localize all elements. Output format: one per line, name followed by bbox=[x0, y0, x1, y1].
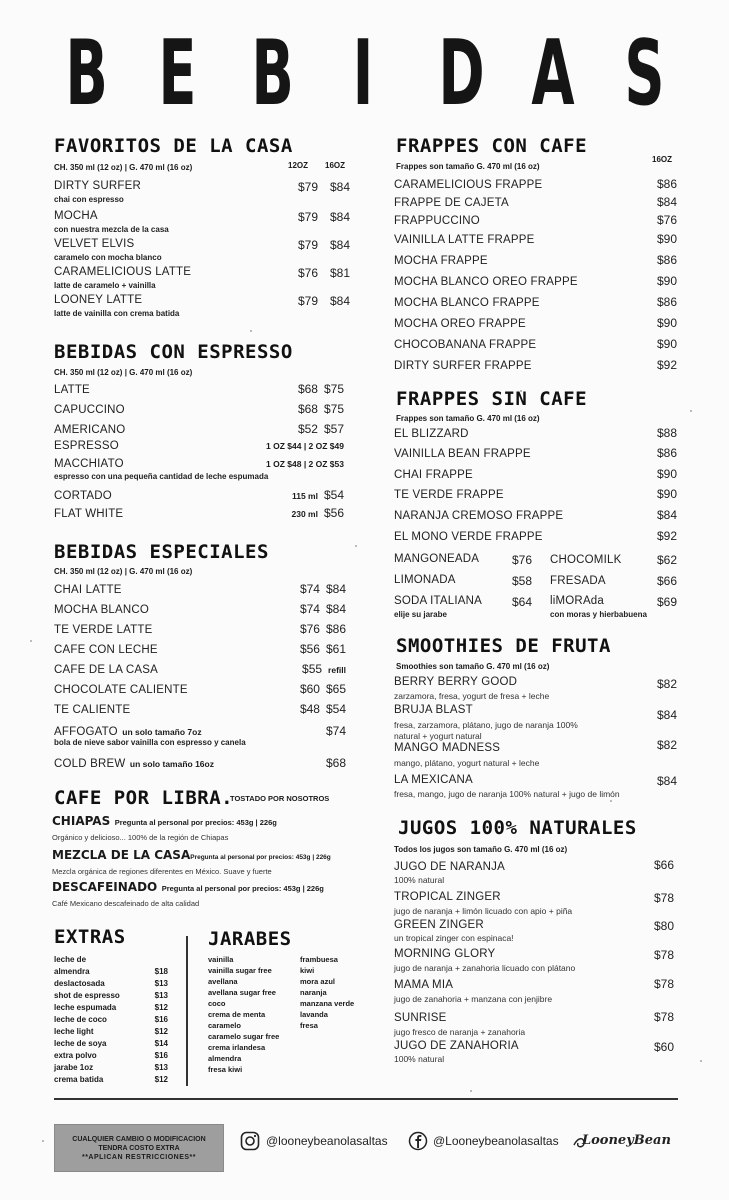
item-name: MACCHIATO bbox=[54, 458, 124, 470]
jarabe-item: almendra bbox=[208, 1054, 242, 1063]
item-name: MOCHA BLANCO OREO FRAPPE bbox=[394, 276, 578, 288]
menu-item bbox=[394, 738, 677, 774]
extra-item: leche de bbox=[54, 955, 87, 964]
jarabes-heading: JARABES bbox=[208, 928, 292, 950]
item-price-12oz: $68 bbox=[297, 382, 318, 396]
item-name: COLD BREW bbox=[54, 758, 126, 770]
item-price: $82 bbox=[656, 738, 677, 752]
menu-item bbox=[394, 177, 677, 195]
item-price-16oz: $81 bbox=[329, 266, 350, 280]
item-price-12oz: $55 bbox=[302, 662, 323, 676]
item-desc: fresa, zarzamora, plátano, jugo de naranja 100% bbox=[394, 720, 578, 730]
menu-item bbox=[54, 178, 350, 208]
notice-box bbox=[54, 1124, 224, 1172]
item-price-16oz: $84 bbox=[329, 294, 350, 308]
item-size: 230 ml bbox=[291, 509, 318, 519]
menu-item bbox=[394, 316, 677, 337]
jarabes-list-2 bbox=[300, 954, 375, 1031]
item-desc: jugo fresco de naranja + zanahoria bbox=[394, 1027, 526, 1037]
item-name: SODA ITALIANA bbox=[394, 595, 483, 607]
frappes-cafe-list bbox=[394, 177, 677, 378]
item-price-16oz: $57 bbox=[323, 422, 344, 436]
espresso-sizes: CH. 350 ml (12 oz) | G. 470 ml (16 oz) bbox=[54, 368, 193, 377]
menu-item bbox=[54, 680, 346, 700]
menu-item bbox=[394, 213, 677, 232]
item-desc: natural + yogurt natural bbox=[394, 731, 482, 741]
item-name: TE VERDE FRAPPE bbox=[394, 489, 504, 501]
menu-item bbox=[54, 700, 346, 720]
menu-item bbox=[394, 1010, 674, 1038]
item-desc: jugo de naranja + limón licuado con apio + piña bbox=[394, 906, 573, 916]
facebook-link[interactable] bbox=[408, 1131, 559, 1151]
extra-item: leche de soya $14 bbox=[54, 1039, 168, 1048]
item-price: $86 bbox=[656, 295, 677, 309]
favoritos-list bbox=[54, 178, 350, 320]
title-letter: D bbox=[438, 20, 485, 126]
jarabe-item: mora azul bbox=[300, 977, 336, 986]
item-name: AFFOGATO bbox=[54, 726, 118, 738]
item-name: MOCHA bbox=[54, 210, 98, 222]
item-name: DESCAFEINADO bbox=[52, 880, 158, 894]
item-price: $78 bbox=[653, 1010, 674, 1024]
menu-item bbox=[394, 676, 677, 704]
item-name: VAINILLA LATTE FRAPPE bbox=[394, 234, 535, 246]
item-price: $69 bbox=[656, 595, 677, 609]
item-price: $84 bbox=[656, 195, 677, 209]
item-price-12oz: $48 bbox=[299, 702, 320, 716]
item-price: $78 bbox=[653, 891, 674, 905]
menu-item bbox=[54, 754, 346, 772]
item-name: CAFE DE LA CASA bbox=[54, 664, 158, 676]
item-name: LA MEXICANA bbox=[394, 774, 473, 786]
item-price-12oz: $74 bbox=[299, 602, 320, 616]
item-price-12oz: $79 bbox=[297, 210, 318, 224]
item-name: CHIAPAS bbox=[52, 814, 111, 828]
item-price-16oz: $84 bbox=[329, 210, 350, 224]
menu-item bbox=[394, 1038, 674, 1066]
item-price-12oz: $79 bbox=[297, 180, 318, 194]
jarabe-item: vainilla bbox=[208, 955, 234, 964]
libra-tag: TOSTADO POR NOSOTROS bbox=[230, 794, 330, 803]
libra-list bbox=[52, 812, 372, 908]
favoritos-heading: FAVORITOS DE LA CASA bbox=[54, 135, 293, 157]
item-price-12oz: $79 bbox=[297, 294, 318, 308]
item-name: MOCHA BLANCO bbox=[54, 604, 150, 616]
item-name: MAMA MIA bbox=[394, 979, 454, 991]
item-price: $88 bbox=[656, 426, 677, 440]
item-price: $78 bbox=[653, 977, 674, 991]
item-price-16oz: $84 bbox=[329, 238, 350, 252]
menu-item bbox=[54, 660, 346, 680]
especiales-list bbox=[54, 580, 346, 772]
menu-item bbox=[394, 889, 674, 917]
item-name: FRAPPE DE CAJETA bbox=[394, 197, 509, 209]
menu-item bbox=[54, 264, 350, 292]
instagram-link[interactable] bbox=[240, 1131, 388, 1151]
menu-item bbox=[394, 858, 674, 889]
jarabe-item: fresa kiwi bbox=[208, 1065, 243, 1074]
item-name: DIRTY SURFER FRAPPE bbox=[394, 360, 532, 372]
item-price: $84 bbox=[656, 508, 677, 522]
item-name: LIMONADA bbox=[394, 574, 456, 586]
item-desc: 100% natural bbox=[394, 1054, 445, 1064]
menu-item bbox=[394, 295, 677, 316]
item-name: CAPUCCINO bbox=[54, 404, 125, 416]
menu-item bbox=[394, 917, 674, 946]
item-price-16oz: $84 bbox=[329, 180, 350, 194]
frappes-sin-sizes: Frappes son tamaño G. 470 ml (16 oz) bbox=[396, 414, 540, 423]
item-refill: refill bbox=[328, 665, 346, 675]
menu-item bbox=[54, 620, 346, 640]
title-letter: B bbox=[251, 20, 295, 126]
menu-item bbox=[394, 232, 677, 253]
item-price: $80 bbox=[653, 919, 674, 933]
item-name: TE CALIENTE bbox=[54, 704, 131, 716]
item-name: AMERICANO bbox=[54, 424, 126, 436]
item-name: MANGONEADA bbox=[394, 553, 480, 565]
jugos-heading: JUGOS 100% NATURALES bbox=[398, 817, 637, 839]
frappes-cafe-col: 16OZ bbox=[652, 155, 673, 164]
jarabe-item: fresa bbox=[300, 1021, 318, 1030]
item-name: LOONEY LATTE bbox=[54, 294, 143, 306]
item-price: $66 bbox=[656, 574, 677, 588]
menu-item bbox=[54, 380, 344, 400]
jarabe-item: vainilla sugar free bbox=[208, 966, 272, 975]
item-price: 1 OZ $48 | 2 OZ $53 bbox=[266, 459, 344, 469]
page-title bbox=[0, 18, 729, 128]
item-name: TROPICAL ZINGER bbox=[394, 891, 501, 903]
item-desc: 100% natural bbox=[394, 875, 445, 885]
jarabe-item: manzana verde bbox=[300, 999, 355, 1008]
menu-item bbox=[54, 640, 346, 660]
menu-item bbox=[394, 426, 677, 446]
menu-item bbox=[394, 774, 677, 804]
item-note: un solo tamaño 7oz bbox=[122, 727, 202, 737]
extra-item: crema batida $12 bbox=[54, 1075, 168, 1084]
extra-item: extra polvo $16 bbox=[54, 1051, 168, 1060]
frappes-sin-list bbox=[394, 426, 677, 551]
item-desc: Orgánico y delicioso... 100% de la región de Chiapas bbox=[52, 833, 229, 842]
item-desc: Café Mexicano descafeinado de alta calidad bbox=[52, 899, 200, 908]
especiales-sizes: CH. 350 ml (12 oz) | G. 470 ml (16 oz) bbox=[54, 567, 193, 576]
item-price: $66 bbox=[653, 858, 674, 872]
smoothies-list bbox=[394, 676, 677, 804]
menu-item bbox=[54, 400, 344, 420]
looneybean-logo bbox=[572, 1131, 672, 1153]
item-price-12oz: $76 bbox=[299, 622, 320, 636]
item-name: CARAMELICIOUS FRAPPE bbox=[394, 179, 543, 191]
item-name: CHOCOBANANA FRAPPE bbox=[394, 339, 537, 351]
item-price-16oz: $75 bbox=[323, 402, 344, 416]
frappes-sin-heading: FRAPPES SIN CAFE bbox=[396, 388, 588, 410]
item-desc: fresa, mango, jugo de naranja 100% natural + jugo de limón bbox=[394, 789, 620, 799]
item-price-12oz: $79 bbox=[297, 238, 318, 252]
menu-item bbox=[54, 722, 346, 738]
item-name: VAINILLA BEAN FRAPPE bbox=[394, 448, 531, 460]
item-desc: con nuestra mezcla de la casa bbox=[54, 225, 169, 234]
menu-item bbox=[394, 508, 677, 529]
extra-item: jarabe 1oz $13 bbox=[54, 1063, 168, 1072]
extra-item: leche espumada $12 bbox=[54, 1003, 168, 1012]
frappes-cafe-sizes: Frappes son tamaño G. 470 ml (16 oz) bbox=[396, 162, 540, 171]
item-desc: caramelo con mocha blanco bbox=[54, 253, 162, 262]
item-name: DIRTY SURFER bbox=[54, 180, 141, 192]
item-price: $82 bbox=[656, 677, 677, 691]
instagram-handle: @looneybeanolasaltas bbox=[266, 1134, 388, 1148]
instagram-icon bbox=[240, 1131, 260, 1151]
menu-item bbox=[54, 208, 350, 236]
menu-pair-row bbox=[394, 574, 677, 595]
item-name: EL MONO VERDE FRAPPE bbox=[394, 531, 543, 543]
item-price-12oz: $60 bbox=[299, 682, 320, 696]
item-name: JUGO DE NARANJA bbox=[394, 861, 505, 873]
item-desc: espresso con una pequeña cantidad de leche espumada bbox=[54, 472, 269, 481]
menu-item bbox=[394, 446, 677, 467]
libra-heading: CAFE POR LIBRA. bbox=[54, 787, 234, 809]
item-name: LATTE bbox=[54, 384, 90, 396]
jarabe-item: caramelo bbox=[208, 1021, 241, 1030]
item-price: $84 bbox=[656, 774, 677, 788]
menu-pair-desc bbox=[394, 610, 677, 624]
item-name: MOCHA BLANCO FRAPPE bbox=[394, 297, 540, 309]
extra-item: leche light $12 bbox=[54, 1027, 168, 1036]
item-desc: jugo de zanahoria + manzana con jenjibre bbox=[394, 994, 553, 1004]
extra-item: leche de coco $16 bbox=[54, 1015, 168, 1024]
item-name: TE VERDE LATTE bbox=[54, 624, 153, 636]
menu-item bbox=[394, 467, 677, 487]
item-name: MEZCLA DE LA CASA bbox=[52, 848, 191, 862]
jarabe-item: coco bbox=[208, 999, 226, 1008]
item-price: $78 bbox=[653, 948, 674, 962]
title-letter: S bbox=[624, 20, 665, 126]
menu-item bbox=[54, 236, 350, 264]
item-desc: latte de caramelo + vainilla bbox=[54, 281, 156, 290]
item-price: $64 bbox=[511, 595, 532, 609]
jugos-sizes: Todos los jugos son tamaño G. 470 ml (16 oz) bbox=[394, 845, 568, 854]
item-name: NARANJA CREMOSO FRAPPE bbox=[394, 510, 564, 522]
frappes-cafe-heading: FRAPPES CON CAFE bbox=[396, 135, 588, 157]
item-price-12oz: $56 bbox=[299, 642, 320, 656]
jarabe-item: avellana sugar free bbox=[208, 988, 276, 997]
notice-line: TENDRA COSTO EXTRA bbox=[98, 1144, 180, 1152]
espresso-heading: BEBIDAS CON ESPRESSO bbox=[54, 341, 293, 363]
item-name: FLAT WHITE bbox=[54, 508, 124, 520]
item-price: $92 bbox=[656, 529, 677, 543]
item-name: BRUJA BLAST bbox=[394, 704, 473, 716]
item-desc: elije su jarabe bbox=[394, 610, 447, 619]
item-price: $90 bbox=[656, 274, 677, 288]
menu-item bbox=[54, 600, 346, 620]
item-name: EL BLIZZARD bbox=[394, 428, 469, 440]
menu-item bbox=[394, 195, 677, 213]
item-note: Pregunta al personal por precios: 453g | 226g bbox=[190, 854, 331, 861]
jarabe-item: lavanda bbox=[300, 1010, 328, 1019]
jarabes-list-1 bbox=[208, 954, 303, 1075]
menu-item bbox=[394, 274, 677, 295]
logo-text: LooneyBean bbox=[582, 1133, 671, 1148]
jarabe-item: crema de menta bbox=[208, 1010, 266, 1019]
menu-item bbox=[54, 580, 346, 600]
menu-item bbox=[394, 529, 677, 551]
jarabe-item: frambuesa bbox=[300, 955, 338, 964]
item-desc: chai con espresso bbox=[54, 195, 124, 204]
item-name: CARAMELICIOUS LATTE bbox=[54, 266, 192, 278]
jugos-list bbox=[394, 858, 674, 1066]
item-price-16oz: $84 bbox=[325, 602, 346, 616]
extra-item: shot de espresso $13 bbox=[54, 991, 168, 1000]
item-price: $86 bbox=[656, 177, 677, 191]
facebook-handle: @Looneybeanolasaltas bbox=[433, 1134, 559, 1148]
item-price: $58 bbox=[511, 574, 532, 588]
item-price-16oz: $75 bbox=[323, 382, 344, 396]
item-desc: jugo de naranja + zanahoria licuado con plátano bbox=[394, 963, 576, 973]
item-price: $68 bbox=[325, 756, 346, 770]
item-name: MORNING GLORY bbox=[394, 948, 496, 960]
item-price-16oz: $84 bbox=[325, 582, 346, 596]
jarabe-item: crema irlandesa bbox=[208, 1043, 266, 1052]
item-desc: Mezcla orgánica de regiones diferentes en México. Suave y fuerte bbox=[52, 867, 272, 876]
facebook-icon bbox=[408, 1131, 428, 1151]
menu-item bbox=[54, 504, 344, 522]
item-price-16oz: $65 bbox=[325, 682, 346, 696]
item-desc: un tropical zinger con espinaca! bbox=[394, 933, 514, 943]
menu-item bbox=[394, 253, 677, 274]
item-price: $86 bbox=[656, 253, 677, 267]
item-price: $86 bbox=[656, 446, 677, 460]
menu-item bbox=[54, 440, 344, 458]
footer-divider bbox=[54, 1098, 678, 1100]
item-desc: zarzamora, fresa, yogurt de fresa + leche bbox=[394, 691, 550, 701]
extra-item: almendra $18 bbox=[54, 967, 168, 976]
item-note: Pregunta al personal por precios: 453g | 226g bbox=[161, 884, 324, 893]
extra-item: deslactosada $13 bbox=[54, 979, 168, 988]
title-letter: I bbox=[353, 20, 374, 126]
menu-item bbox=[52, 846, 372, 878]
item-name: GREEN ZINGER bbox=[394, 919, 484, 931]
smoothies-sizes: Smoothies son tamaño G. 470 ml (16 oz) bbox=[396, 662, 550, 671]
item-price-12oz: $76 bbox=[297, 266, 318, 280]
frappes-sin-pairs bbox=[394, 553, 677, 624]
item-price-12oz: $68 bbox=[297, 402, 318, 416]
menu-item bbox=[394, 977, 674, 1010]
menu-item bbox=[54, 458, 344, 472]
item-size: 115 ml bbox=[291, 491, 318, 501]
menu-pair-row bbox=[394, 595, 677, 610]
item-note: Pregunta al personal por precios: 453g | 226g bbox=[114, 818, 277, 827]
item-name: CHAI LATTE bbox=[54, 584, 122, 596]
especiales-heading: BEBIDAS ESPECIALES bbox=[54, 541, 269, 563]
item-price: $90 bbox=[656, 316, 677, 330]
item-price: $90 bbox=[656, 487, 677, 501]
item-price-12oz: $52 bbox=[297, 422, 318, 436]
item-desc: latte de vainilla con crema batida bbox=[54, 309, 180, 318]
item-name: CAFE CON LECHE bbox=[54, 644, 158, 656]
jarabe-item: naranja bbox=[300, 988, 327, 997]
item-price: $56 bbox=[323, 506, 344, 520]
notice-line: CUALQUIER CAMBIO O MODIFICACION bbox=[72, 1135, 206, 1143]
extras-list bbox=[54, 954, 168, 1086]
menu-item bbox=[52, 878, 372, 908]
item-price-16oz: $86 bbox=[325, 622, 346, 636]
item-price: $92 bbox=[656, 358, 677, 372]
item-name: MANGO MADNESS bbox=[394, 742, 501, 754]
item-desc: con moras y hierbabuena bbox=[550, 610, 647, 619]
item-price: $76 bbox=[656, 213, 677, 227]
favoritos-col-12oz: 12OZ bbox=[288, 161, 309, 170]
item-name: CHAI FRAPPE bbox=[394, 469, 473, 481]
title-letter: A bbox=[531, 20, 575, 126]
menu-item bbox=[54, 486, 344, 504]
menu-item bbox=[394, 358, 677, 378]
item-price: $54 bbox=[323, 488, 344, 502]
menu-item bbox=[394, 946, 674, 977]
item-name: FRAPPUCCINO bbox=[394, 215, 480, 227]
menu-item bbox=[394, 704, 677, 742]
item-price-12oz: $74 bbox=[299, 582, 320, 596]
item-price: $74 bbox=[325, 724, 346, 738]
item-price: $62 bbox=[656, 553, 677, 567]
espresso-list bbox=[54, 380, 344, 522]
notice-line: **APLICAN RESTRICCIONES** bbox=[81, 1153, 196, 1161]
item-price: $90 bbox=[656, 467, 677, 481]
item-name: JUGO DE ZANAHORIA bbox=[394, 1040, 519, 1052]
item-name: ESPRESSO bbox=[54, 440, 119, 452]
menu-item bbox=[394, 487, 677, 508]
item-price: $76 bbox=[511, 553, 532, 567]
item-name: MOCHA FRAPPE bbox=[394, 255, 488, 267]
extras-divider bbox=[186, 936, 188, 1086]
item-name: CHOCOMILK bbox=[550, 554, 622, 566]
item-name: CORTADO bbox=[54, 490, 112, 502]
favoritos-col-16oz: 16OZ bbox=[325, 161, 346, 170]
title-letter: E bbox=[158, 20, 197, 126]
extras-heading: EXTRAS bbox=[54, 926, 126, 948]
item-price-16oz: $54 bbox=[325, 702, 346, 716]
item-name: SUNRISE bbox=[394, 1012, 447, 1024]
item-name: VELVET ELVIS bbox=[54, 238, 135, 250]
menu-item bbox=[394, 337, 677, 358]
item-name: BERRY BERRY GOOD bbox=[394, 676, 518, 688]
item-name: CHOCOLATE CALIENTE bbox=[54, 684, 188, 696]
item-name: MOCHA OREO FRAPPE bbox=[394, 318, 526, 330]
item-name: liMORAda bbox=[550, 595, 605, 607]
item-name: FRESADA bbox=[550, 575, 606, 587]
favoritos-sizes: CH. 350 ml (12 oz) | G. 470 ml (16 oz) bbox=[54, 163, 193, 172]
menu-item bbox=[54, 420, 344, 440]
item-price: $60 bbox=[653, 1040, 674, 1054]
jarabe-item: caramelo sugar free bbox=[208, 1032, 280, 1041]
item-price: $84 bbox=[656, 708, 677, 722]
menu-item bbox=[52, 812, 372, 846]
item-price: $90 bbox=[656, 232, 677, 246]
smoothies-heading: SMOOTHIES DE FRUTA bbox=[396, 635, 611, 657]
jarabe-item: avellana bbox=[208, 977, 238, 986]
title-letter: B bbox=[65, 20, 108, 126]
menu-pair-row bbox=[394, 553, 677, 574]
menu-item bbox=[54, 292, 350, 320]
item-price-16oz: $61 bbox=[325, 642, 346, 656]
item-desc: mango, plátano, yogurt natural + leche bbox=[394, 758, 540, 768]
item-price: 1 OZ $44 | 2 OZ $49 bbox=[266, 441, 344, 451]
item-note: un solo tamaño 16oz bbox=[129, 759, 214, 769]
item-price: $90 bbox=[656, 337, 677, 351]
jarabe-item: kiwi bbox=[300, 966, 315, 975]
item-desc: bola de nieve sabor vainilla con espresso y canela bbox=[54, 738, 246, 747]
